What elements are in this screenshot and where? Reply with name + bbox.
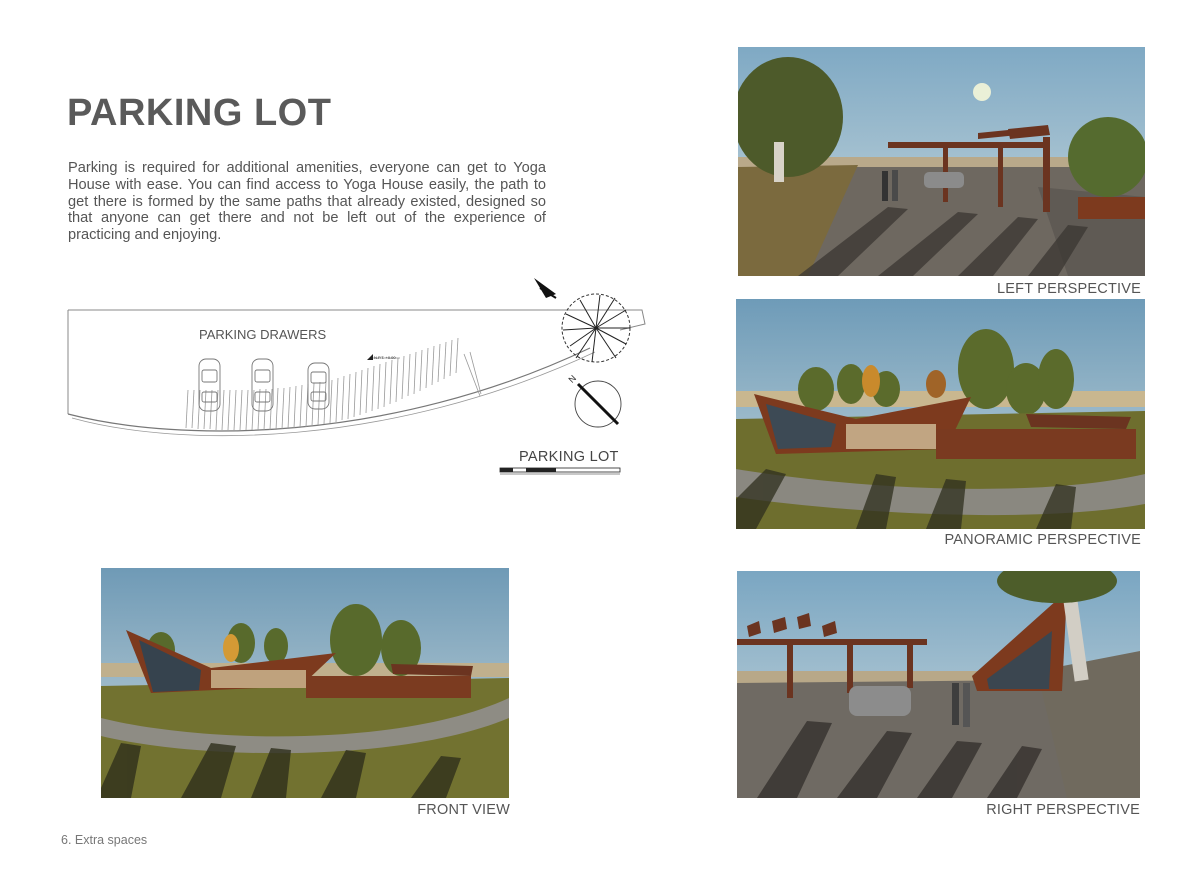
tree-symbol xyxy=(562,294,630,362)
page-footer: 6. Extra spaces xyxy=(61,833,148,847)
scale-bar xyxy=(500,468,620,474)
left-perspective-caption: LEFT PERSPECTIVE xyxy=(997,281,1141,297)
front-view-caption: FRONT VIEW xyxy=(417,802,510,818)
right-perspective-caption: RIGHT PERSPECTIVE xyxy=(986,802,1140,818)
north-label: N xyxy=(566,373,579,385)
page-description: Parking is required for additional amenities, everyone can get to Yoga House with ease. You can find access to Yoga House easily, the path to get there is formed by the same paths that already existed, designed so that anyone can get there and not be left out of the experience of practicing and enjoying. xyxy=(68,160,546,244)
north-arrow-icon xyxy=(575,381,621,427)
panoramic-perspective-caption: PANORAMIC PERSPECTIVE xyxy=(944,532,1141,548)
level-label: N.P.T. +0.00 xyxy=(374,355,396,360)
parked-cars xyxy=(199,359,329,411)
panoramic-perspective-render xyxy=(736,299,1145,529)
plan-title: PARKING LOT xyxy=(519,449,619,465)
right-perspective-render xyxy=(737,571,1140,798)
parking-site-plan xyxy=(60,268,660,488)
page-title: PARKING LOT xyxy=(67,92,332,134)
front-view-render xyxy=(101,568,509,798)
left-perspective-render xyxy=(738,47,1145,276)
parking-drawers-label: PARKING DRAWERS xyxy=(199,327,327,342)
parking-stripes xyxy=(186,338,481,430)
section-arrow-icon xyxy=(534,278,556,298)
